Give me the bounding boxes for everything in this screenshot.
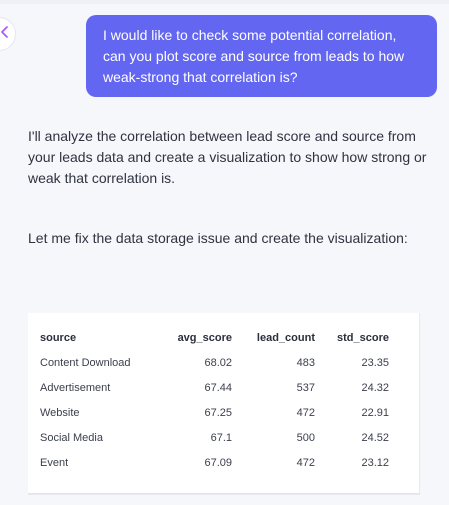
cell-lead-count: 537 [296, 381, 315, 394]
user-message-text: I would like to check some potential correlation, can you plot score and source from leads to how weak-strong that correlation is? [103, 27, 405, 85]
table-row [40, 375, 389, 400]
cell-avg-score: 67.09 [204, 456, 232, 469]
cell-lead-count: 500 [296, 431, 315, 444]
cell-source: Website [40, 406, 80, 419]
cell-avg-score: 67.44 [204, 381, 232, 394]
column-header-source[interactable]: source [40, 331, 77, 344]
results-table [40, 325, 389, 475]
table-row [40, 425, 389, 450]
chevron-left-icon [0, 25, 11, 43]
cell-source: Advertisement [40, 381, 111, 394]
table-header-row [40, 325, 389, 350]
table-row [40, 400, 389, 425]
column-header-avg-score[interactable]: avg_score [177, 331, 232, 344]
cell-lead-count: 472 [296, 456, 315, 469]
cell-lead-count: 483 [296, 356, 315, 369]
assistant-message-text: I'll analyze the correlation between lead score and source from your leads data and create a visualization to show how strong or weak that correlation is. [28, 128, 427, 186]
cell-avg-score: 67.25 [204, 406, 232, 419]
assistant-message-text: Let me fix the data storage issue and create the visualization: [28, 230, 408, 246]
cell-avg-score: 67.1 [210, 431, 232, 444]
back-button[interactable] [0, 17, 16, 51]
cell-source: Event [40, 456, 69, 469]
cell-source: Social Media [40, 431, 103, 444]
cell-source: Content Download [40, 356, 131, 369]
user-message-bubble [86, 15, 437, 97]
cell-std-score: 23.35 [361, 356, 389, 369]
cell-std-score: 22.91 [361, 406, 389, 419]
top-divider [0, 0, 449, 4]
cell-lead-count: 472 [296, 406, 315, 419]
cell-std-score: 24.32 [361, 381, 389, 394]
results-table-card [28, 313, 420, 495]
column-header-lead-count[interactable]: lead_count [256, 331, 315, 344]
cell-std-score: 23.12 [361, 456, 389, 469]
column-header-std-score[interactable]: std_score [337, 331, 389, 344]
table-row [40, 450, 389, 475]
cell-avg-score: 68.02 [204, 356, 232, 369]
cell-std-score: 24.52 [361, 431, 389, 444]
table-row [40, 350, 389, 375]
